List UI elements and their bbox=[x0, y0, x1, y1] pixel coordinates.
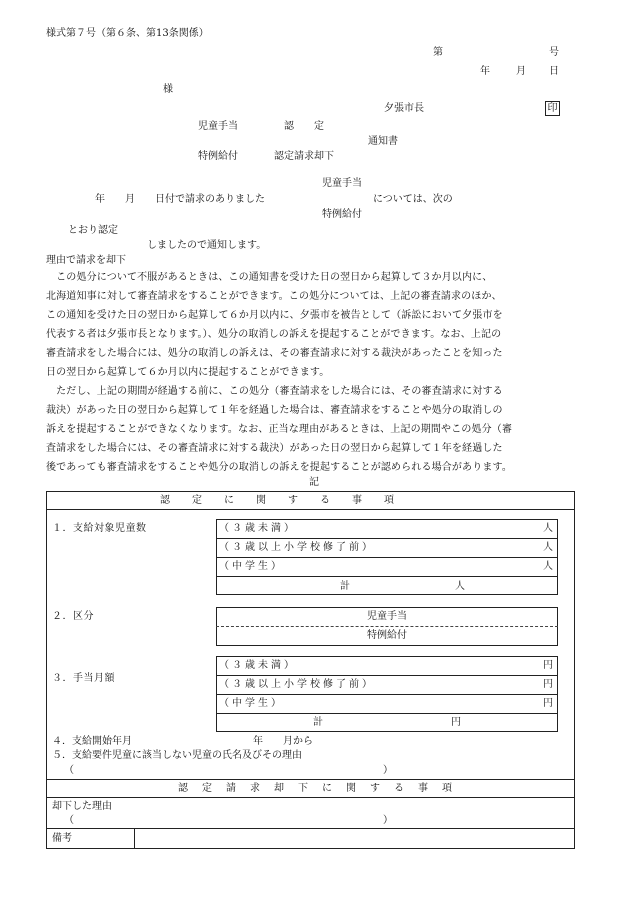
body-line: 後であっても審査請求をすることや処分の取消しの訴えを提起することが認められる場合があります。 bbox=[46, 462, 512, 473]
notice-body bbox=[46, 268, 584, 477]
item3-row-preschool: （３歳以上小学校修了前） bbox=[219, 679, 375, 690]
divider bbox=[216, 694, 558, 695]
body-line: 代表する者は夕張市長となります。）、処分の取消しの訴えを提起することができます。なお、上記の bbox=[46, 329, 502, 340]
mayor-title: 夕張市長 bbox=[384, 103, 424, 114]
section2-header: 認定請求却下に関する事項 bbox=[178, 783, 466, 794]
title-rejected: 認定請求却下 bbox=[274, 151, 334, 162]
item1-row-middle: （中学生） bbox=[219, 561, 284, 572]
seal-mark: 印 bbox=[545, 101, 560, 116]
item1-total-label: 計 bbox=[340, 581, 350, 592]
intro-special: 特例給付 bbox=[322, 209, 362, 220]
paren-open: （ bbox=[64, 765, 74, 776]
divider bbox=[216, 576, 558, 577]
date-day: 日 bbox=[549, 66, 559, 77]
item5-label: ５．支給要件児童に該当しない児童の氏名及びその理由 bbox=[52, 750, 302, 761]
divider bbox=[216, 675, 558, 676]
body-line: 査請求をした場合には、その審査請求に対する裁決）があった日の翌日から起算して１年を経過した bbox=[46, 443, 503, 454]
intro-date: 年 月 日付で請求のありました bbox=[95, 194, 265, 205]
intro-allowance: 児童手当 bbox=[322, 178, 362, 189]
title-allowance: 児童手当 bbox=[198, 121, 238, 132]
divider bbox=[216, 713, 558, 714]
item2-option-allowance: 児童手当 bbox=[367, 611, 407, 622]
paren-close: ） bbox=[383, 815, 393, 826]
remarks-divider bbox=[134, 828, 135, 849]
body-line: 日の翌日から起算して６か月以内に提起することができます。 bbox=[46, 367, 330, 378]
form-number: 様式第７号（第６条、第13条関係） bbox=[46, 28, 209, 39]
item1-row-preschool: （３歳以上小学校修了前） bbox=[219, 542, 375, 553]
item1-label: １．支給対象児童数 bbox=[52, 523, 147, 534]
divider bbox=[216, 538, 558, 539]
reject-reason-label: 却下した理由 bbox=[52, 801, 112, 812]
remarks-label: 備考 bbox=[52, 833, 72, 844]
item4-value: 年 月から bbox=[253, 736, 313, 747]
body-line: 北海道知事に対して審査請求をすることができます。この処分については、上記の審査請求のほか、 bbox=[46, 291, 502, 302]
number-label: 第 bbox=[433, 47, 443, 58]
body-line: 訴えを提起することができなくなります。なお、正当な理由があるときは、上記の期間やこの処分（審 bbox=[46, 424, 513, 435]
item3-row-middle: （中学生） bbox=[219, 698, 284, 709]
item3-label: ３．手当月額 bbox=[52, 673, 115, 684]
date-month: 月 bbox=[516, 66, 526, 77]
body-line: 審査請求をした場合には、処分の取消しの訴えは、その審査請求に対する裁決があったことを知った bbox=[46, 348, 503, 359]
unit-yen: 円 bbox=[543, 660, 553, 671]
paren-open: （ bbox=[64, 815, 74, 826]
intro-reason: 理由で請求を却下 bbox=[46, 255, 126, 266]
title-notice: 通知書 bbox=[368, 136, 398, 147]
body-line: ただし、上記の期間が経過する前に、この処分（審査請求をした場合には、その審査請求に対する bbox=[46, 386, 503, 397]
divider bbox=[216, 557, 558, 558]
section1-header: 認定に関する事項 bbox=[160, 495, 416, 506]
divider bbox=[46, 828, 575, 829]
item3-total-label: 計 bbox=[313, 717, 323, 728]
intro-following: については、次の bbox=[373, 194, 453, 205]
item4-label: ４．支給開始年月 bbox=[52, 736, 132, 747]
divider bbox=[46, 797, 575, 798]
item2-label: ２．区分 bbox=[52, 611, 94, 622]
ki-mark: 記 bbox=[309, 477, 319, 488]
body-line: この処分について不服があるときは、この通知書を受けた日の翌日から起算して３か月以内に、 bbox=[46, 272, 493, 283]
unit-person: 人 bbox=[543, 523, 553, 534]
intro-approved: とおり認定 bbox=[68, 225, 118, 236]
divider bbox=[46, 509, 575, 510]
unit-person: 人 bbox=[543, 561, 553, 572]
unit-yen: 円 bbox=[543, 679, 553, 690]
dashed-divider bbox=[216, 626, 558, 627]
addressee-suffix: 様 bbox=[163, 84, 173, 95]
item1-row-under3: （３歳未満） bbox=[219, 523, 297, 534]
title-special: 特例給付 bbox=[198, 151, 238, 162]
divider bbox=[46, 779, 575, 780]
item3-row-under3: （３歳未満） bbox=[219, 660, 297, 671]
unit-yen: 円 bbox=[543, 698, 553, 709]
unit-yen: 円 bbox=[451, 717, 461, 728]
paren-close: ） bbox=[383, 765, 393, 776]
body-line: 裁決）があった日の翌日から起算して１年を経過した場合は、審査請求をすることや処分の取消しの bbox=[46, 405, 503, 416]
number-suffix: 号 bbox=[549, 47, 559, 58]
unit-person: 人 bbox=[455, 581, 465, 592]
title-approved: 認 定 bbox=[284, 121, 324, 132]
body-line: この通知を受けた日の翌日から起算して６か月以内に、夕張市を被告として（訴訟において夕張市を bbox=[46, 310, 503, 321]
unit-person: 人 bbox=[543, 542, 553, 553]
intro-notify: しましたので通知します。 bbox=[147, 240, 267, 251]
date-year: 年 bbox=[480, 66, 490, 77]
item2-option-special: 特例給付 bbox=[367, 630, 407, 641]
